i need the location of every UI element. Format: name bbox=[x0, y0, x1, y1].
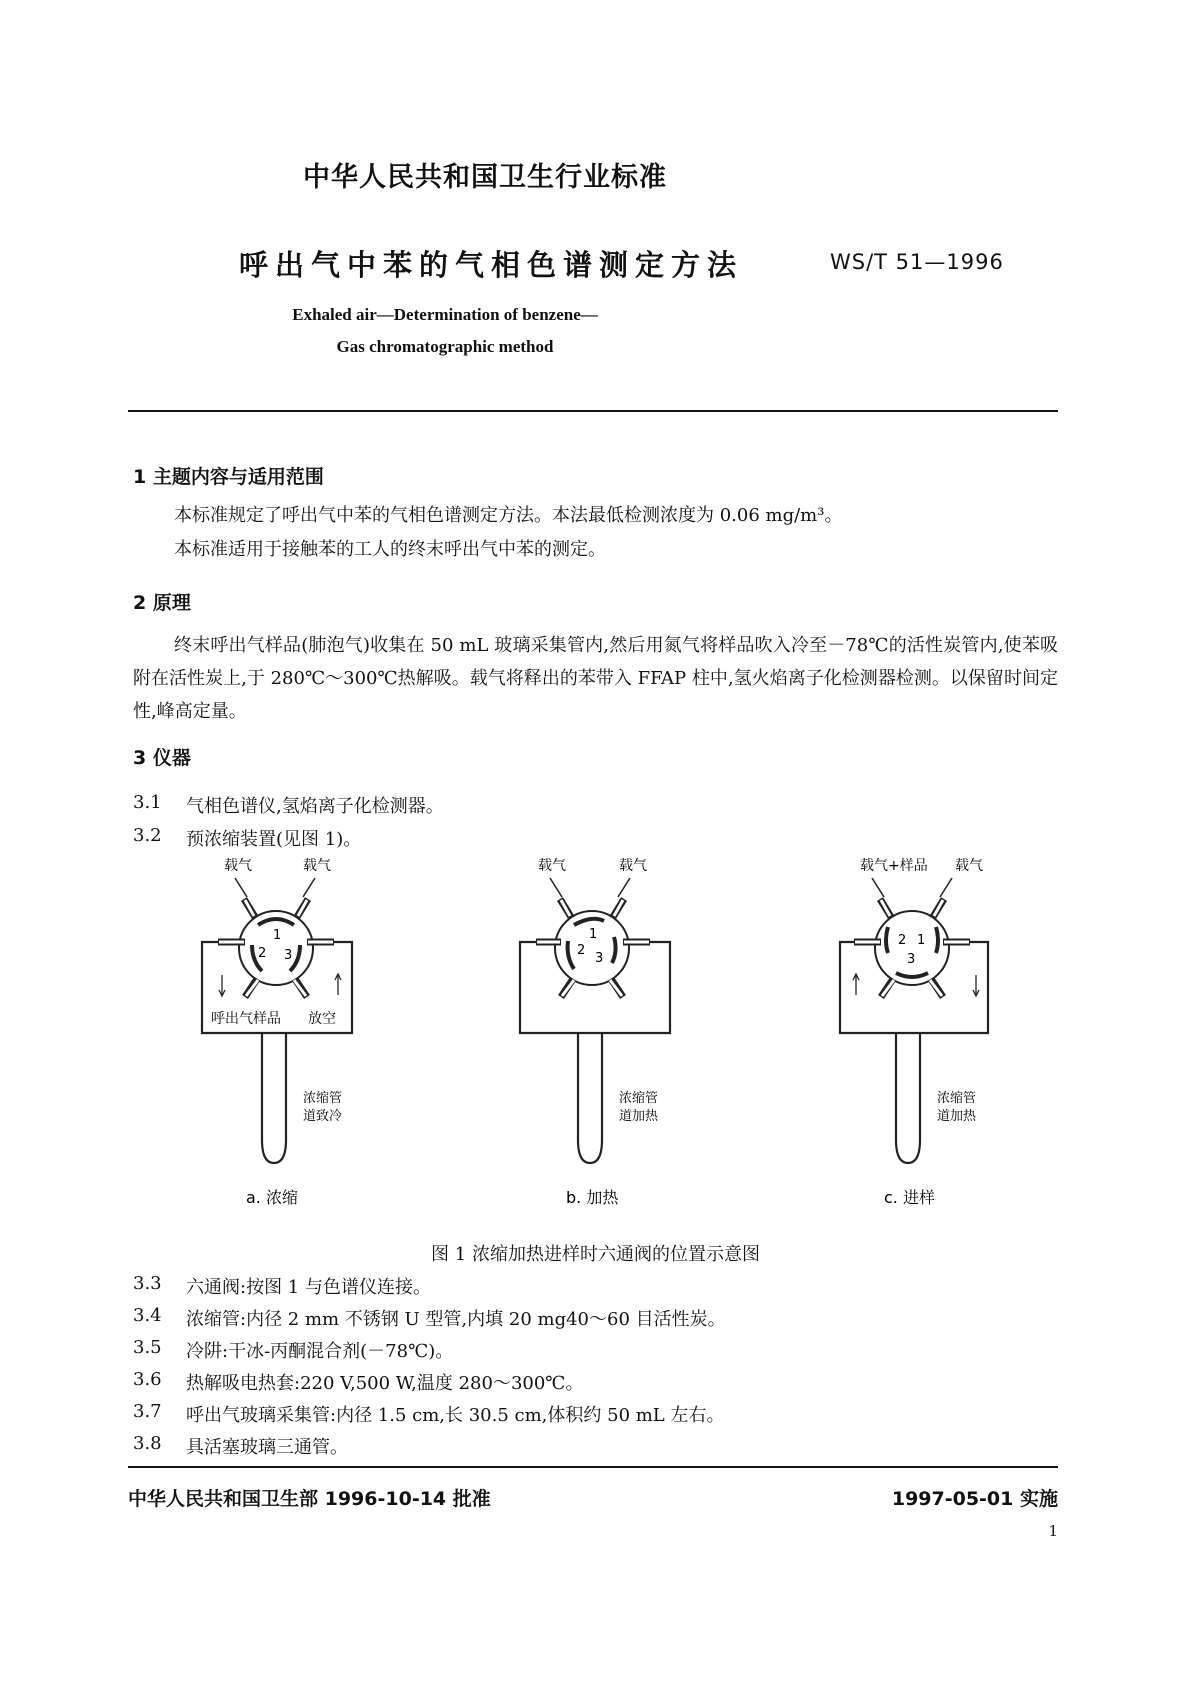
figure-1-caption: 图 1 浓缩加热进样时六通阀的位置示意图 bbox=[431, 1244, 760, 1265]
item-3-6-number: 3.6 bbox=[133, 1369, 162, 1390]
panel-c-tube-line1: 浓缩管 bbox=[937, 1091, 977, 1106]
panel-a-top-left-label: 载气 bbox=[224, 858, 252, 874]
panel-b-top-right-label: 载气 bbox=[619, 858, 647, 874]
document-title: 呼出气中苯的气相色谱测定方法 bbox=[239, 248, 744, 282]
approval-date: 中华人民共和国卫生部 1996-10-14 批准 bbox=[128, 1488, 491, 1510]
section-2-paragraph: 终末呼出气样品(肺泡气)收集在 50 mL 玻璃采集管内,然后用氮气将样品吹入冷至－78℃的活性炭管内,使苯吸附在活性炭上,于 280℃～300℃热解吸。载气将释出的苯带入 FFAP 柱中,氢火焰离子化检测器检测。以保留时间定性,峰高定量。 bbox=[133, 635, 1058, 722]
item-3-7-number: 3.7 bbox=[133, 1401, 162, 1422]
item-3-3-text: 六通阀:按图 1 与色谱仪连接。 bbox=[186, 1277, 431, 1298]
section-1-line1: 本标准规定了呼出气中苯的气相色谱测定方法。本法最低检测浓度为 0.06 mg/m³。 bbox=[174, 505, 843, 526]
figure-1-diagram bbox=[0, 845, 1191, 1235]
section-3-heading: 3 仪器 bbox=[133, 747, 191, 769]
section-1-line2: 本标准适用于接触苯的工人的终末呼出气中苯的测定。 bbox=[174, 539, 606, 560]
panel-a bbox=[202, 857, 352, 1207]
panel-c-port-3: 3 bbox=[907, 952, 916, 967]
panel-b-port-3: 3 bbox=[595, 951, 604, 966]
header-rule bbox=[128, 410, 1058, 412]
panel-a-caption: a. 浓缩 bbox=[246, 1188, 298, 1207]
item-3-4-text: 浓缩管:内径 2 mm 不锈钢 U 型管,内填 20 mg40～60 目活性炭。 bbox=[186, 1309, 726, 1330]
item-3-5-number: 3.5 bbox=[133, 1337, 162, 1358]
panel-c-tube-line2: 道加热 bbox=[937, 1109, 977, 1124]
item-3-2-number: 3.2 bbox=[133, 825, 162, 846]
item-3-8-number: 3.8 bbox=[133, 1433, 162, 1454]
english-title-line2: Gas chromatographic method bbox=[336, 337, 554, 356]
panel-b-tube-line2: 道加热 bbox=[619, 1109, 659, 1124]
panel-b-top-left-label: 载气 bbox=[538, 858, 566, 874]
item-3-1-text: 气相色谱仪,氢焰离子化检测器。 bbox=[186, 796, 444, 817]
panel-b-caption: b. 加热 bbox=[566, 1188, 619, 1207]
section-2-heading: 2 原理 bbox=[133, 592, 191, 614]
page-number: 1 bbox=[1048, 1522, 1058, 1540]
panel-c bbox=[840, 857, 988, 1207]
standard-code: WS/T 51—1996 bbox=[830, 250, 1004, 274]
panel-a-bottom-left-label: 呼出气样品 bbox=[211, 1011, 281, 1027]
panel-c-caption: c. 进样 bbox=[884, 1188, 935, 1207]
item-3-2-text: 预浓缩装置(见图 1)。 bbox=[186, 829, 362, 850]
footer-rule bbox=[128, 1466, 1058, 1468]
panel-a-port-3: 3 bbox=[284, 948, 293, 963]
english-title-line1: Exhaled air—Determination of benzene— bbox=[292, 305, 598, 324]
section-1-heading: 1 主题内容与适用范围 bbox=[133, 466, 324, 488]
item-3-6-text: 热解吸电热套:220 V,500 W,温度 280～300℃。 bbox=[186, 1373, 584, 1394]
panel-c-port-1: 1 bbox=[917, 933, 926, 948]
standard-type: 中华人民共和国卫生行业标准 bbox=[303, 162, 667, 193]
panel-a-tube-line1: 浓缩管 bbox=[303, 1091, 343, 1106]
panel-a-tube-line2: 道致冷 bbox=[303, 1109, 343, 1124]
panel-c-top-right-label: 载气 bbox=[955, 858, 983, 874]
item-3-5-text: 冷阱:干冰-丙酮混合剂(－78℃)。 bbox=[186, 1341, 454, 1362]
panel-a-bottom-right-label: 放空 bbox=[308, 1011, 336, 1027]
panel-a-port-1: 1 bbox=[273, 928, 282, 943]
effective-date: 1997-05-01 实施 bbox=[891, 1488, 1058, 1510]
panel-a-top-right-label: 载气 bbox=[303, 858, 331, 874]
item-3-8-text: 具活塞玻璃三通管。 bbox=[186, 1437, 348, 1458]
panel-b-port-1: 1 bbox=[589, 927, 598, 942]
item-3-1-number: 3.1 bbox=[133, 792, 162, 813]
panel-c-port-2: 2 bbox=[898, 933, 907, 948]
panel-b-tube-line1: 浓缩管 bbox=[619, 1091, 659, 1106]
item-3-3-number: 3.3 bbox=[133, 1273, 162, 1294]
item-3-4-number: 3.4 bbox=[133, 1305, 162, 1326]
panel-c-top-left-label: 载气+样品 bbox=[860, 858, 928, 874]
item-3-7-text: 呼出气玻璃采集管:内径 1.5 cm,长 30.5 cm,体积约 50 mL 左右。 bbox=[186, 1405, 725, 1426]
panel-b-port-2: 2 bbox=[577, 943, 586, 958]
panel-b bbox=[520, 857, 670, 1207]
panel-a-port-2: 2 bbox=[258, 946, 267, 961]
